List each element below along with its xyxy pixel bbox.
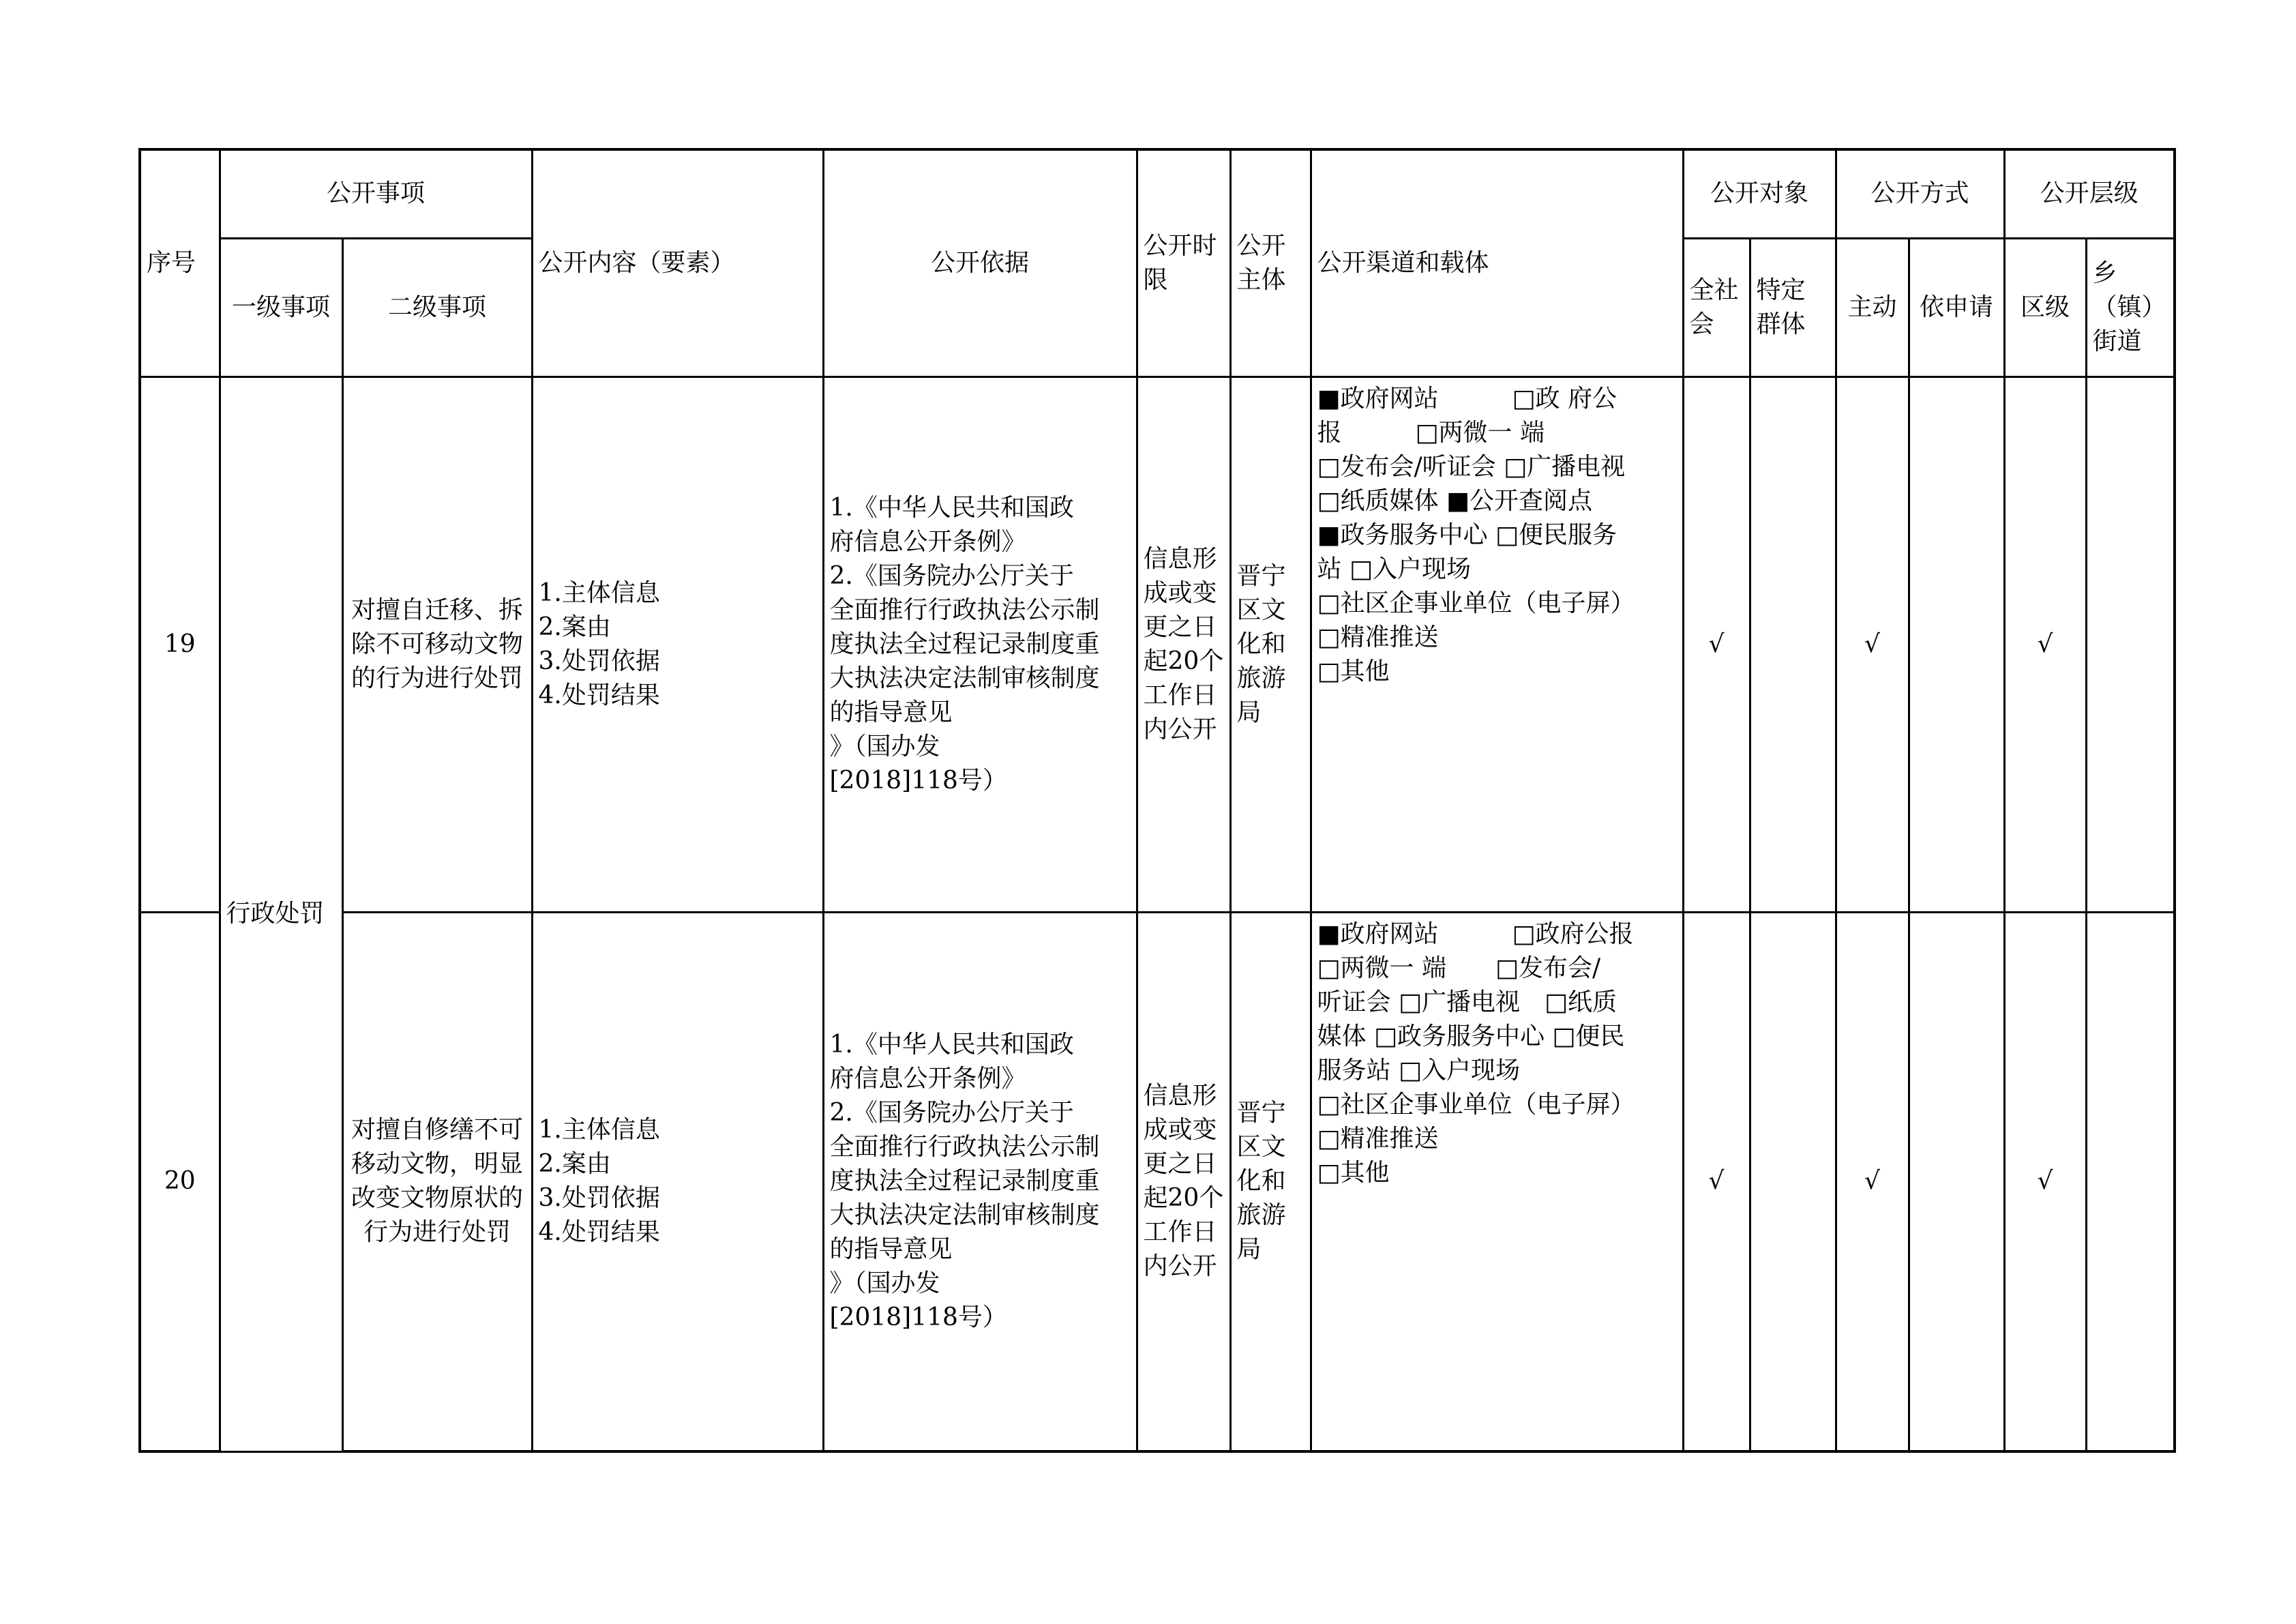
row-basis <box>823 377 1137 912</box>
channel-line: 服务站 □入户现场 <box>1317 1056 1520 1084</box>
row-content <box>532 377 823 912</box>
basis-line: 府信息公开条例》 <box>829 527 1026 556</box>
basis-line: 全面推行行政执法公示制 <box>829 1133 1100 1162</box>
basis-line: 度执法全过程记录制度重 <box>829 1167 1100 1196</box>
basis-line: 大执法决定法制审核制度 <box>829 664 1100 692</box>
header-target-group: 公开对象 <box>1683 149 1836 238</box>
basis-line: [2018]118号） <box>829 1303 1007 1332</box>
header-channel: 公开渠道和载体 <box>1311 149 1683 377</box>
basis-line: [2018]118号） <box>829 766 1007 795</box>
channel-line: □其他 <box>1317 1158 1390 1187</box>
channel-line: □纸质媒体 ■公开查阅点 <box>1317 486 1592 515</box>
header-level2: 二级事项 <box>342 238 532 377</box>
row-basis <box>823 912 1137 1451</box>
channel-line: 报 □两微一 端 <box>1317 418 1545 447</box>
header-level-district: 区级 <box>2004 238 2086 377</box>
row-seq: 20 <box>140 912 220 1451</box>
row-subject: 晋宁区文化和旅游局 <box>1230 377 1311 912</box>
checkmark-level-town <box>2086 912 2175 1451</box>
row-time-limit: 信息形成或变更之日起20个工作日内公开 <box>1137 377 1230 912</box>
header-method-active: 主动 <box>1836 238 1909 377</box>
header-time-limit: 公开时限 <box>1137 149 1230 377</box>
basis-line: 大执法决定法制审核制度 <box>829 1201 1100 1230</box>
header-seq: 序号 <box>140 149 220 377</box>
header-method-group: 公开方式 <box>1836 149 2004 238</box>
content-line: 4.处罚结果 <box>538 1218 660 1247</box>
basis-line: 全面推行行政执法公示制 <box>829 595 1100 624</box>
header-target-all: 全社会 <box>1683 238 1750 377</box>
basis-line: 2.《国务院办公厅关于 <box>829 1099 1074 1127</box>
header-target-specific: 特定群体 <box>1750 238 1836 377</box>
disclosure-table <box>138 148 2176 1453</box>
row-time-limit: 信息形成或变更之日起20个工作日内公开 <box>1137 912 1230 1451</box>
checkmark-method-active: √ <box>1836 377 1909 912</box>
row-content <box>532 912 823 1451</box>
checkmark-level-town <box>2086 377 2175 912</box>
header-basis: 公开依据 <box>823 149 1137 377</box>
channel-line: □发布会/听证会 □广播电视 <box>1317 452 1626 481</box>
row-channels <box>1311 377 1683 912</box>
channel-line: 媒体 □政务服务中心 □便民 <box>1317 1022 1625 1050</box>
channel-line: 听证会 □广播电视 □纸质 <box>1317 988 1617 1016</box>
row-channels <box>1311 912 1683 1451</box>
channel-line: ■政府网站 □政府公报 <box>1317 919 1634 948</box>
content-line: 2.案由 <box>538 612 611 641</box>
channel-line: ■政府网站 □政 府公 <box>1317 384 1617 413</box>
channel-line: □两微一 端 □发布会/ <box>1317 954 1601 982</box>
checkmark-target-specific <box>1750 912 1836 1451</box>
basis-line: 的指导意见 <box>829 698 953 726</box>
header-subject: 公开主体 <box>1230 149 1311 377</box>
checkmark-target-specific <box>1750 377 1836 912</box>
basis-line: 度执法全过程记录制度重 <box>829 630 1100 658</box>
checkmark-method-active: √ <box>1836 912 1909 1451</box>
basis-line: 1.《中华人民共和国政 <box>829 493 1074 522</box>
content-line: 4.处罚结果 <box>538 681 660 709</box>
content-line: 3.处罚依据 <box>538 647 660 675</box>
channel-line: □精准推送 <box>1317 1124 1439 1153</box>
level1-item: 行政处罚 <box>220 377 342 1451</box>
basis-line: 2.《国务院办公厅关于 <box>829 561 1074 590</box>
content-line: 3.处罚依据 <box>538 1184 660 1213</box>
header-method-apply: 依申请 <box>1909 238 2004 377</box>
row-level2: 对擅自修缮不可移动文物，明显改变文物原状的行为进行处罚 <box>342 912 532 1451</box>
channel-line: □其他 <box>1317 657 1390 685</box>
row-seq: 19 <box>140 377 220 912</box>
table-row <box>140 377 2175 912</box>
header-level1: 一级事项 <box>220 238 342 377</box>
basis-line: 1.《中华人民共和国政 <box>829 1031 1074 1059</box>
channel-line: 站 □入户现场 <box>1317 555 1471 583</box>
channel-line: □精准推送 <box>1317 623 1439 651</box>
header-level-town: 乡（镇）街道 <box>2086 238 2175 377</box>
checkmark-target-all: √ <box>1683 377 1750 912</box>
basis-line: 》（国办发 <box>829 732 940 761</box>
basis-line: 》（国办发 <box>829 1269 940 1298</box>
checkmark-level-district: √ <box>2004 377 2086 912</box>
content-line: 2.案由 <box>538 1150 611 1179</box>
checkmark-method-apply <box>1909 912 2004 1451</box>
content-line: 1.主体信息 <box>538 1116 660 1145</box>
checkmark-method-apply <box>1909 377 2004 912</box>
row-subject: 晋宁区文化和旅游局 <box>1230 912 1311 1451</box>
checkmark-level-district: √ <box>2004 912 2086 1451</box>
checkmark-target-all: √ <box>1683 912 1750 1451</box>
channel-line: □社区企事业单位（电子屏） <box>1317 589 1635 617</box>
header-item-group: 公开事项 <box>220 149 532 238</box>
content-line: 1.主体信息 <box>538 578 660 607</box>
basis-line: 府信息公开条例》 <box>829 1065 1026 1093</box>
header-level-group: 公开层级 <box>2004 149 2175 238</box>
header-content: 公开内容（要素） <box>532 149 823 377</box>
channel-line: ■政务服务中心 □便民服务 <box>1317 520 1617 549</box>
row-level2: 对擅自迁移、拆除不可移动文物的行为进行处罚 <box>342 377 532 912</box>
table-row <box>140 912 2175 1451</box>
channel-line: □社区企事业单位（电子屏） <box>1317 1090 1635 1119</box>
basis-line: 的指导意见 <box>829 1235 953 1264</box>
